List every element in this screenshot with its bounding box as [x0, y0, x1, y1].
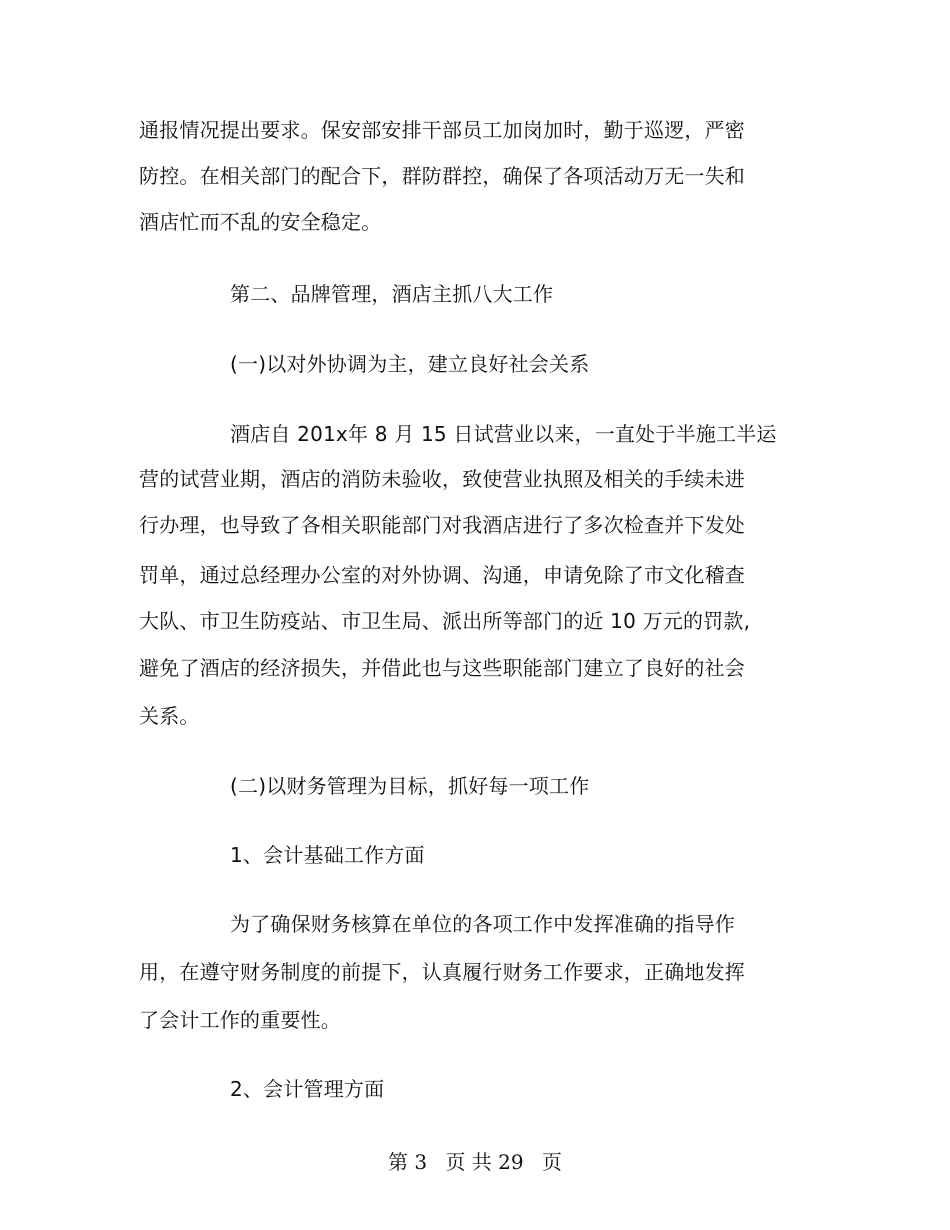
item-heading: 2、会计管理方面: [230, 1077, 385, 1101]
paragraph-line: 为了确保财务核算在单位的各项工作中发挥准确的指导作: [230, 912, 735, 936]
page-number-footer: [0, 1150, 950, 1174]
paragraph-line: 行办理，也导致了各相关职能部门对我酒店进行了多次检查并下发处: [139, 513, 745, 537]
paragraph-line: 了会计工作的重要性。: [139, 1008, 341, 1032]
paragraph-line: 酒店自 201x年 8 月 15 日试营业以来，一直处于半施工半运: [230, 422, 777, 446]
paragraph-line: 酒店忙而不乱的安全稳定。: [139, 210, 382, 234]
paragraph-line: 防控。在相关部门的配合下，群防群控，确保了各项活动万无一失和: [139, 164, 745, 188]
page-label-mid: 页 共 29: [445, 1150, 524, 1174]
paragraph-line: 用，在遵守财务制度的前提下，认真履行财务工作要求，正确地发挥: [139, 960, 745, 984]
page-label-prefix: 第 3: [388, 1150, 428, 1174]
paragraph-line: 通报情况提出要求。保安部安排干部员工加岗加时，勤于巡逻，严密: [139, 118, 745, 142]
paragraph-line: 大队、市卫生防疫站、市卫生局、派出所等部门的近 10 万元的罚款,: [139, 609, 751, 633]
subsection-heading: (一)以对外协调为主，建立良好社会关系: [230, 352, 590, 376]
paragraph-line: 避免了酒店的经济损失，并借此也与这些职能部门建立了良好的社会: [139, 656, 745, 680]
paragraph-line: 罚单，通过总经理办公室的对外协调、沟通，申请免除了市文化稽查: [139, 563, 745, 587]
paragraph-line: 关系。: [139, 704, 200, 728]
page-label-suffix: 页: [541, 1150, 562, 1174]
section-heading: 第二、品牌管理，酒店主抓八大工作: [230, 282, 554, 306]
paragraph-line: 营的试营业期，酒店的消防未验收，致使营业执照及相关的手续未进: [139, 467, 745, 491]
subsection-heading: (二)以财务管理为目标，抓好每一项工作: [230, 774, 590, 798]
item-heading: 1、会计基础工作方面: [230, 843, 425, 867]
